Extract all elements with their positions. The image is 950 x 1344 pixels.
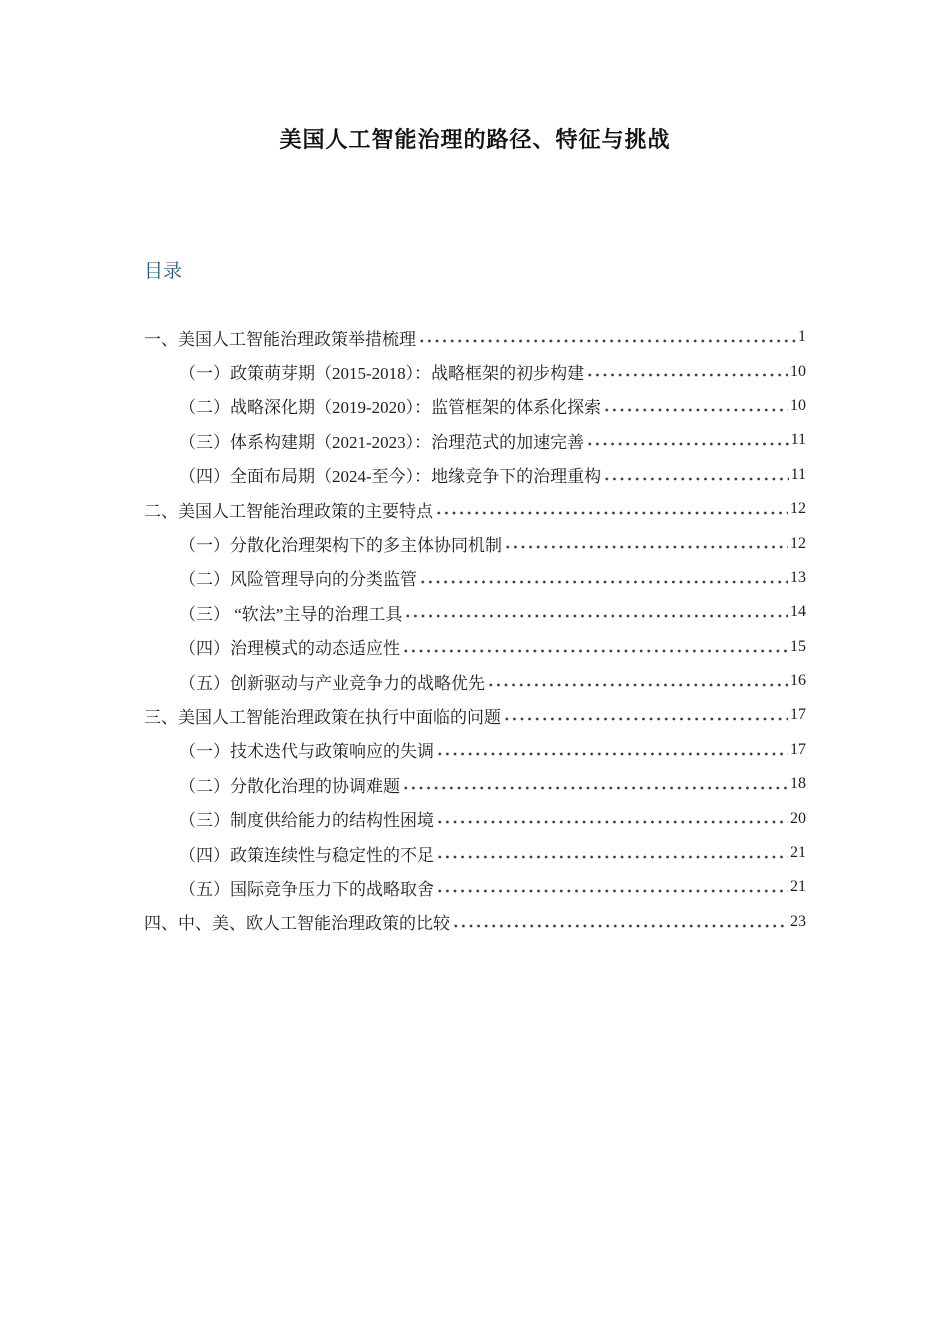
toc-leader-dots [402,767,788,801]
toc-leader-dots [436,801,788,835]
toc-entry-page: 10 [790,362,806,380]
toc-leader-dots [435,492,788,526]
toc-leader-dots [404,595,788,629]
toc-entry[interactable] [144,526,806,560]
toc-leader-dots [402,630,788,664]
toc-entry-page: 13 [790,568,806,586]
toc-leader-dots [452,905,788,939]
toc-entry-label: （四）全面布局期（2024-至今）：地缘竞争下的治理重构 [179,467,602,487]
toc-entry-label: （五）国际竞争压力下的战略取舍 [179,879,434,899]
toc-leader-dots [436,836,788,870]
toc-entry-label: （三）体系构建期（2021-2023）：治理范式的加速完善 [179,432,585,452]
toc-entry[interactable] [144,354,806,388]
toc-leader-dots [418,320,796,354]
toc-leader-dots [436,870,788,904]
toc-list [144,320,806,939]
toc-entry-page: 11 [790,465,806,483]
toc-entry-label: （四）治理模式的动态适应性 [179,639,400,659]
toc-entry-page: 16 [790,672,806,690]
toc-entry[interactable] [144,595,806,629]
toc-leader-dots [503,698,788,732]
toc-entry-page: 1 [798,328,806,346]
toc-leader-dots [603,389,788,423]
toc-heading: 目录 [144,261,183,282]
toc-entry-page: 12 [790,534,806,552]
toc-entry-label: 三、美国人工智能治理政策在执行中面临的问题 [144,707,501,727]
toc-leader-dots [419,561,788,595]
toc-entry-page: 15 [790,637,806,655]
toc-entry[interactable] [144,664,806,698]
toc-entry[interactable] [144,836,806,870]
toc-leader-dots [487,664,788,698]
toc-entry-page: 17 [790,740,806,758]
toc-entry-label: 四、中、美、欧人工智能治理政策的比较 [144,914,450,934]
toc-entry-page: 10 [790,396,806,414]
toc-entry-label: （二）风险管理导向的分类监管 [179,570,417,590]
toc-entry-page: 20 [790,809,806,827]
toc-entry-label: 一、美国人工智能治理政策举措梳理 [144,329,416,349]
toc-entry[interactable] [144,630,806,664]
toc-entry[interactable] [144,458,806,492]
toc-entry-label: （二）分散化治理的协调难题 [179,776,400,796]
toc-entry-label: （一）政策萌芽期（2015-2018）：战略框架的初步构建 [179,364,585,384]
toc-leader-dots [586,354,788,388]
toc-entry[interactable] [144,423,806,457]
toc-entry-page: 12 [790,500,806,518]
toc-entry[interactable] [144,905,806,939]
toc-leader-dots [504,526,788,560]
toc-entry-label: （五）创新驱动与产业竞争力的战略优先 [179,673,485,693]
toc-entry[interactable] [144,492,806,526]
toc-entry-label: （四）政策连续性与稳定性的不足 [179,845,434,865]
toc-leader-dots [586,423,788,457]
toc-entry-page: 21 [790,844,806,862]
toc-entry-page: 14 [790,603,806,621]
toc-entry[interactable] [144,389,806,423]
toc-entry[interactable] [144,801,806,835]
toc-entry-label: 二、美国人工智能治理政策的主要特点 [144,501,433,521]
toc-entry-label: （二）战略深化期（2019-2020）：监管框架的体系化探索 [179,398,602,418]
toc-entry-label: （一）分散化治理架构下的多主体协同机制 [179,536,502,556]
toc-entry[interactable] [144,870,806,904]
toc-entry-page: 18 [790,775,806,793]
toc-entry[interactable] [144,698,806,732]
toc-entry-label: （三）制度供给能力的结构性困境 [179,811,434,831]
toc-entry[interactable] [144,733,806,767]
toc-leader-dots [436,733,788,767]
toc-entry-page: 21 [790,878,806,896]
toc-entry[interactable] [144,320,806,354]
toc-entry-page: 17 [790,706,806,724]
toc-entry-label: （三） “软法”主导的治理工具 [179,604,403,624]
toc-entry-page: 23 [790,912,806,930]
document-title: 美国人工智能治理的路径、特征与挑战 [279,127,671,152]
toc-entry-label: （一）技术迭代与政策响应的失调 [179,742,434,762]
toc-entry[interactable] [144,767,806,801]
toc-entry-page: 11 [790,431,806,449]
toc-entry[interactable] [144,561,806,595]
toc-leader-dots [603,458,788,492]
